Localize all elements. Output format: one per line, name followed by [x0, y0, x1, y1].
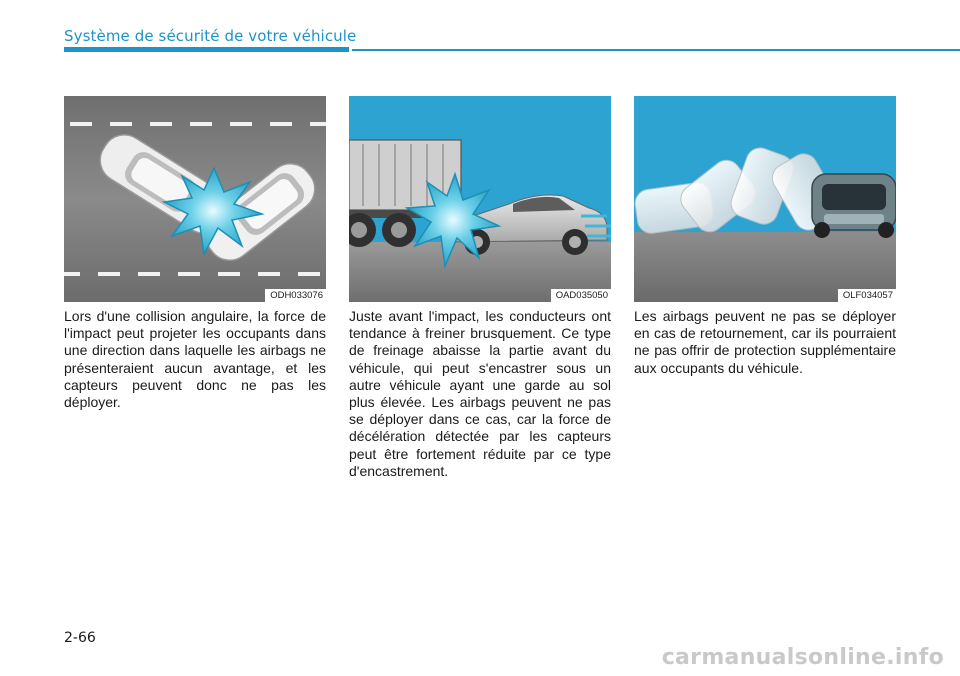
figure-code: OAD035050	[551, 289, 611, 302]
section-title: Système de sécurité de votre véhicule	[64, 27, 357, 45]
paragraph-angular-collision: Lors d'une collision angulaire, la force de l'impact peut projeter les occupants dans une direction dans laquelle les airbags ne présenteraient aucun avantage, et les capteurs peuvent donc ne pas les déployer.	[64, 308, 326, 411]
rollover-illustration	[634, 96, 896, 302]
section-title-underline	[64, 47, 349, 52]
paragraph-underride: Juste avant l'impact, les conducteurs ont tendance à freiner brusquement. Ce type de freinage abaisse la partie avant du véhicule, qui peut s'encastrer sous un autre véhicule ayant une garde au sol plus élevée. Les airbags peuvent ne pas se déployer dans ce cas, car la force de décélération détectée par les capteurs peut être fortement réduite par ce type d'encastrement.	[349, 308, 611, 479]
paragraph-rollover: Les airbags peuvent ne pas se déployer en cas de retournement, car ils pourraient ne pas offrir de protection supplémentaire aux occupants du véhicule.	[634, 308, 896, 376]
header-rule	[352, 49, 960, 51]
figure-angular-collision	[64, 96, 326, 302]
overturned-car	[812, 174, 896, 238]
watermark: carmanualsonline.info	[661, 645, 944, 670]
figure-code: OLF034057	[838, 289, 896, 302]
figure-rollover	[634, 96, 896, 302]
underride-illustration	[349, 96, 611, 302]
page-number: 2-66	[64, 630, 96, 646]
figure-underride	[349, 96, 611, 302]
figure-code: ODH033076	[265, 289, 326, 302]
angular-collision-illustration	[64, 96, 326, 302]
